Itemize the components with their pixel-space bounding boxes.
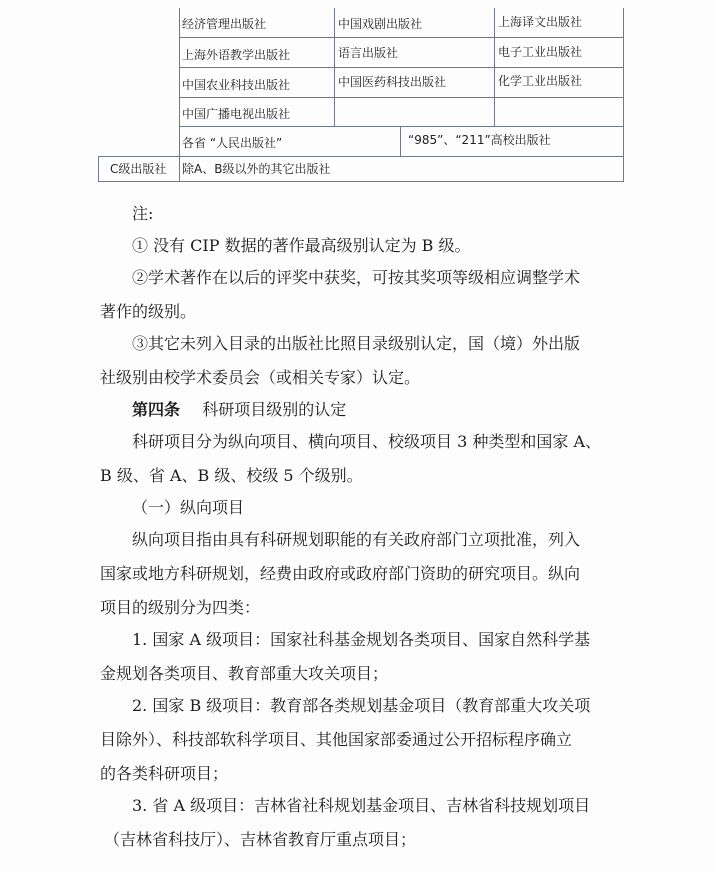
paragraph-line: B 级、省 A、B 级、校级 5 个级别。 <box>100 466 363 485</box>
article-title: 科研项目级别的认定 <box>202 400 347 419</box>
table-cell: 上海译文出版社 <box>498 15 583 29</box>
table-border <box>98 156 623 157</box>
table-cell: 语言出版社 <box>338 46 399 60</box>
note-item: ③其它未列入目录的出版社比照目录级别认定，国（境）外出版 <box>132 334 581 353</box>
publisher-level-table <box>98 8 624 182</box>
table-cell: C级出版社 <box>110 162 167 176</box>
table-cell: 电子工业出版社 <box>498 45 583 59</box>
table-cell: 除A、B级以外的其它出版社 <box>182 162 331 176</box>
note-item: 著作的级别。 <box>100 302 197 321</box>
table-border <box>400 126 401 156</box>
table-cell: 中国广播电视出版社 <box>182 107 291 121</box>
table-cell: 经济管理出版社 <box>182 17 267 31</box>
table-cell: 中国医药科技出版社 <box>338 75 447 89</box>
table-border <box>179 67 623 68</box>
article-label: 第四条 <box>132 400 181 419</box>
list-item: 的各类科研项目； <box>100 764 229 783</box>
note-item: 社级别由校学术委员会（或相关专家）认定。 <box>100 368 421 387</box>
list-item: 目除外）、科技部软科学项目、其他国家部委通过公开招标程序确立 <box>100 730 573 749</box>
section-heading: （一）纵向项目 <box>132 498 245 517</box>
table-border <box>179 126 623 127</box>
note-item: ① 没有 CIP 数据的著作最高级别认定为 B 级。 <box>132 236 471 255</box>
table-cell: 中国农业科技出版社 <box>182 78 291 92</box>
table-border <box>179 97 623 98</box>
paragraph-line: 国家或地方科研规划，经费由政府或政府部门资助的研究项目。纵向 <box>100 564 581 583</box>
table-border <box>98 156 99 182</box>
table-cell: 各省 “人民出版社” <box>182 136 283 150</box>
paragraph-line: 科研项目分为纵向项目、横向项目、校级项目 3 种类型和国家 A、 <box>132 432 601 451</box>
table-cell: 中国戏剧出版社 <box>338 17 423 31</box>
table-cell: “985”、“211”高校出版社 <box>408 133 551 147</box>
note-item: ②学术著作在以后的评奖中获奖，可按其奖项等级相应调整学术 <box>132 268 581 287</box>
paragraph-line: 纵向项目指由具有科研规划职能的有关政府部门立项批准，列入 <box>132 530 581 549</box>
table-border <box>179 37 623 38</box>
list-item: （吉林省科技厅）、吉林省教育厅重点项目； <box>104 830 417 849</box>
paragraph-line: 项目的级别分为四类： <box>100 598 261 617</box>
list-item: 1. 国家 A 级项目：国家社科基金规划各类项目、国家自然科学基 <box>132 630 591 649</box>
table-border <box>623 8 624 182</box>
list-item: 金规划各类项目、教育部重大攻关项目； <box>100 664 389 683</box>
table-border <box>98 181 623 182</box>
list-item: 2. 国家 B 级项目：教育部各类规划基金项目（教育部重大攻关项 <box>132 696 591 715</box>
list-item: 3. 省 A 级项目：吉林省社科规划基金项目、吉林省科技规划项目 <box>132 796 591 815</box>
table-cell: 化学工业出版社 <box>498 74 583 88</box>
note-title: 注: <box>132 204 154 223</box>
table-cell: 上海外语教学出版社 <box>182 48 291 62</box>
article-heading <box>132 400 346 420</box>
